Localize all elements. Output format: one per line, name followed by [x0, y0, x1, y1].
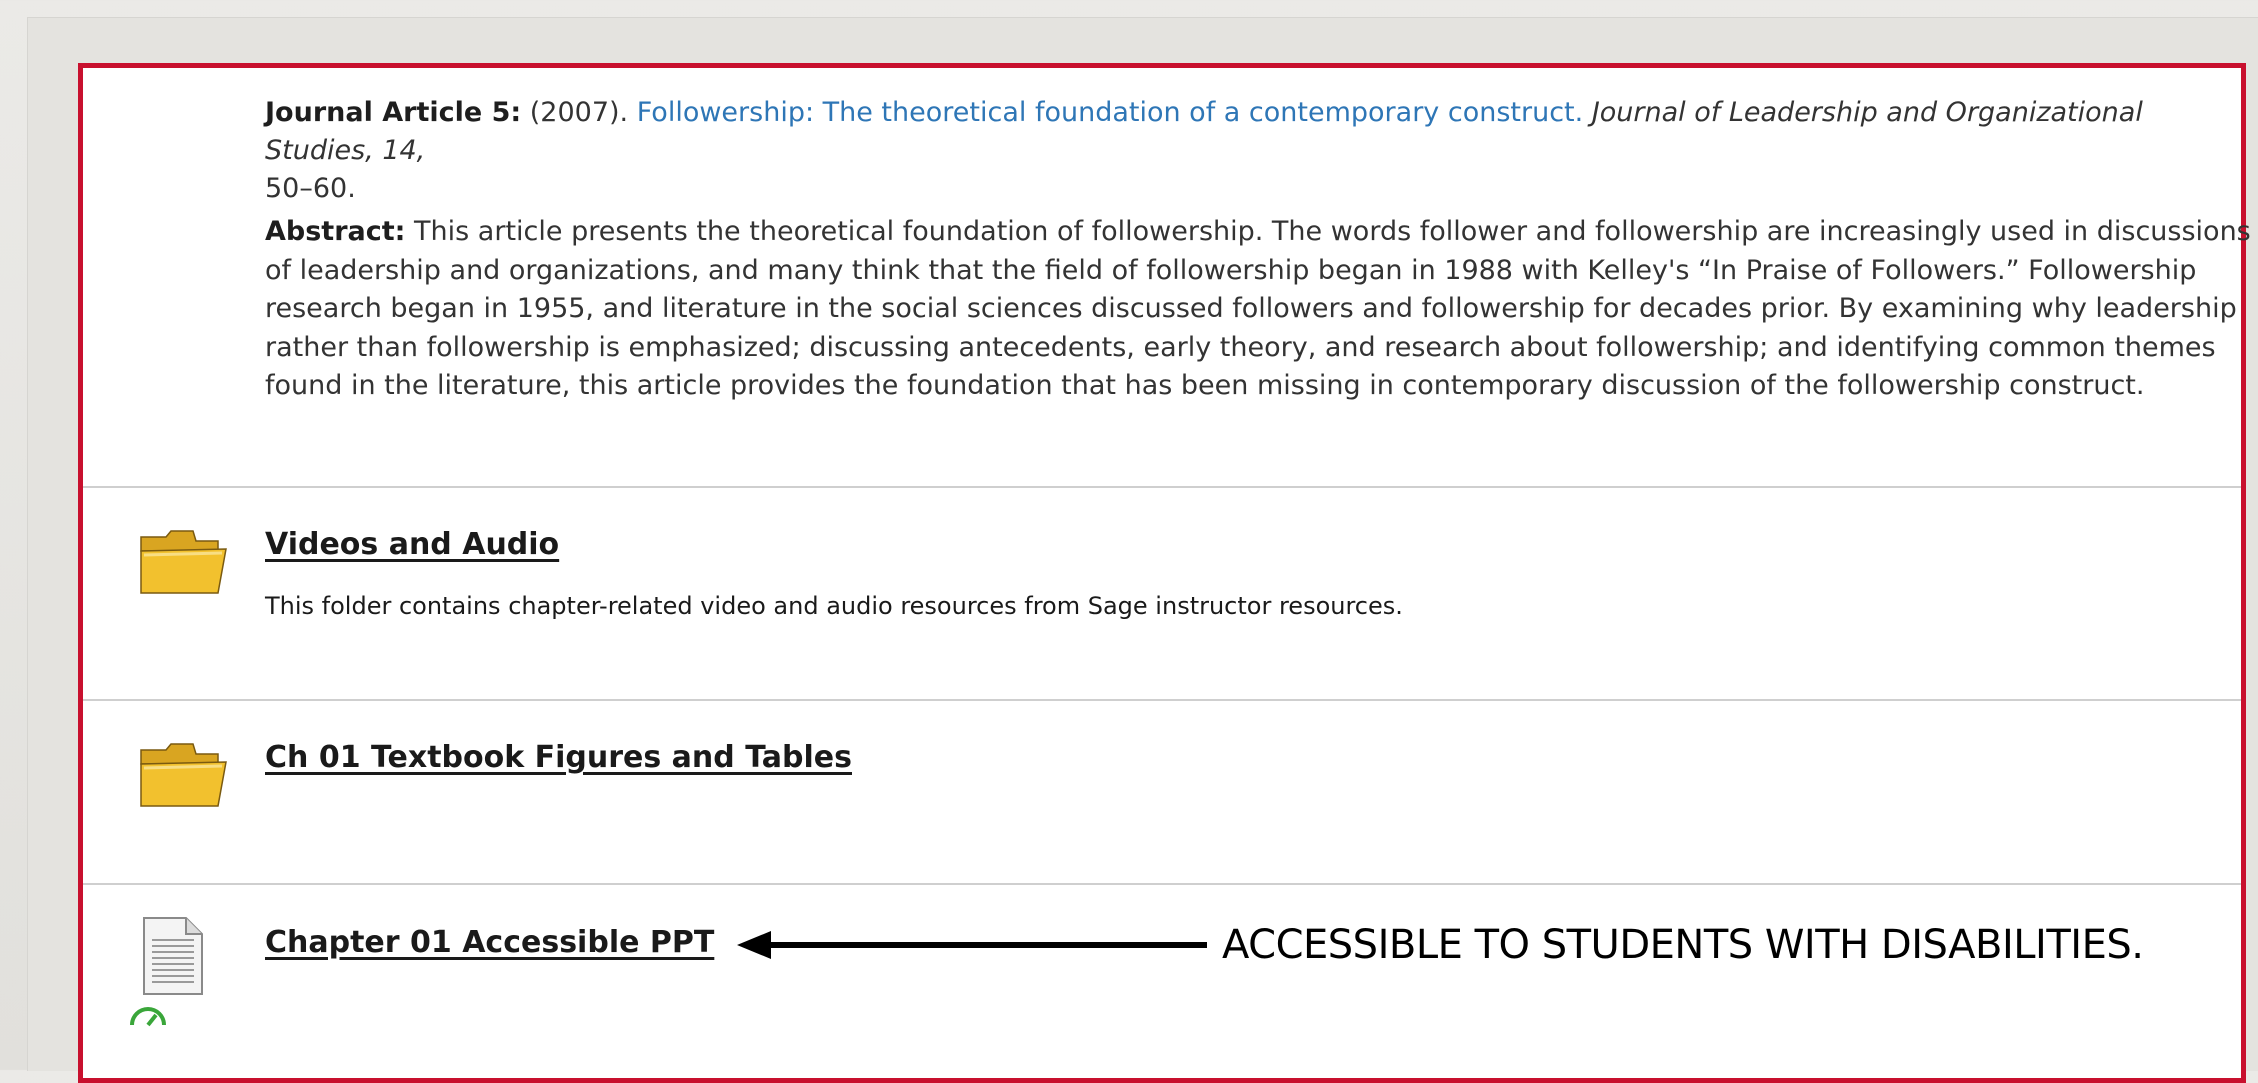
- abstract-label: Abstract:: [265, 216, 406, 247]
- content-panel: [78, 63, 2251, 1083]
- article-link[interactable]: Followership: The theoretical foundation of a contemporary construct.: [636, 97, 1584, 128]
- divider: [83, 699, 2241, 701]
- article-year: (2007).: [529, 97, 629, 128]
- item-title-videos-audio[interactable]: Videos and Audio: [265, 527, 560, 562]
- article-abstract: [265, 213, 2258, 406]
- accessibility-annotation: ACCESSIBLE TO STUDENTS WITH DISABILITIES.: [1222, 922, 2144, 968]
- article-label: Journal Article 5:: [265, 97, 522, 128]
- abstract-text: This article presents the theoretical foundation of followership. The words follower and followership are increasingly used in discussions of leadership and organizations, and many think that the field of followership began in 1988 with Kelley's “In Praise of Followers.” Followership research began in 1955, and literature in the social sciences discussed followers and followership for decades prior. By examining why leadership rather than followership is emphasized; discussing antecedents, early theory, and research about followership; and identifying common themes found in the literature, this article provides the foundation that has been missing in contemporary discussion of the followership construct.: [265, 216, 2251, 401]
- divider: [83, 883, 2241, 885]
- article-journal: Journal of Leadership and Organizational Studies, 14,: [265, 97, 2143, 166]
- folder-icon[interactable]: [138, 527, 228, 601]
- item-title-accessible-ppt[interactable]: Chapter 01 Accessible PPT: [265, 925, 715, 960]
- article-pages: 50–60.: [265, 173, 356, 204]
- divider: [83, 486, 2241, 488]
- item-description-videos-audio: This folder contains chapter-related video and audio resources from Sage instructor resources.: [265, 592, 1403, 620]
- article-citation: [265, 94, 2258, 208]
- folder-icon[interactable]: [138, 740, 228, 814]
- arrow-left-icon: [737, 930, 1207, 964]
- item-title-figures-tables[interactable]: Ch 01 Textbook Figures and Tables: [265, 740, 852, 775]
- accessibility-score-icon[interactable]: [128, 1001, 168, 1033]
